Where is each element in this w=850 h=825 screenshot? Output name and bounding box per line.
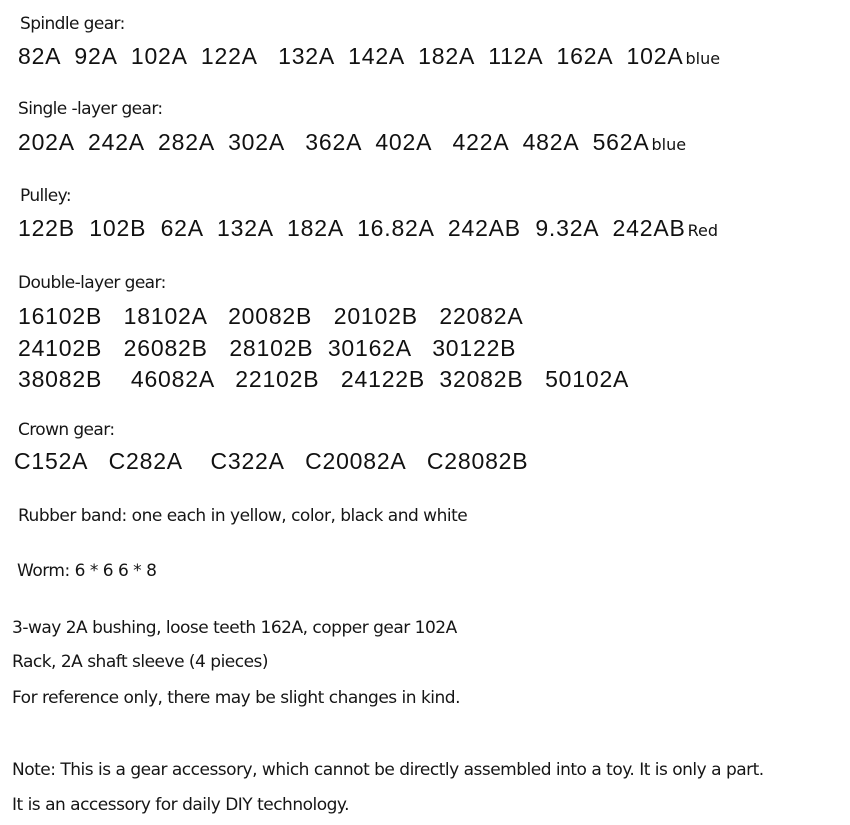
note-line-1: Note: This is a gear accessory, which cannot be directly assembled into a toy. It is only a part. <box>12 760 764 780</box>
single-layer-gear-heading: Single -layer gear: <box>18 99 163 119</box>
worm-text: Worm: 6 * 6 6 * 8 <box>17 561 157 581</box>
rubber-band-text: Rubber band: one each in yellow, color, black and white <box>18 506 468 526</box>
extras-line-2: Rack, 2A shaft sleeve (4 pieces) <box>12 652 269 672</box>
spindle-gear-values: 82A 92A 102A 122A 132A 142A 182A 112A 162A 102A <box>18 43 684 69</box>
note-line-2: It is an accessory for daily DIY technology. <box>12 795 349 815</box>
double-layer-gear-line-1: 16102B 18102A 20082B 20102B 22082A <box>18 303 524 329</box>
extras-line-1: 3-way 2A bushing, loose teeth 162A, copper gear 102A <box>12 618 457 638</box>
spindle-gear-list <box>18 43 720 70</box>
spindle-gear-heading: Spindle gear: <box>20 14 125 34</box>
double-layer-gear-line-3: 38082B 46082A 22102B 24122B 32082B 50102A <box>18 366 630 392</box>
double-layer-gear-heading: Double-layer gear: <box>18 273 166 293</box>
crown-gear-list: C152A C282A C322A C20082A C28082B <box>14 448 529 474</box>
single-layer-gear-values: 202A 242A 282A 302A 362A 402A 422A 482A 562A <box>18 129 650 155</box>
spindle-gear-color: blue <box>685 49 721 68</box>
crown-gear-heading: Crown gear: <box>18 420 115 440</box>
extras-line-3: For reference only, there may be slight changes in kind. <box>12 688 460 708</box>
pulley-values: 122B 102B 62A 132A 182A 16.82A 242AB 9.32A 242AB <box>18 215 686 241</box>
pulley-list <box>18 215 718 242</box>
double-layer-gear-line-2: 24102B 26082B 28102B 30162A 30122B <box>18 335 517 361</box>
single-layer-gear-list <box>18 129 686 156</box>
single-layer-gear-color: blue <box>651 135 687 154</box>
pulley-heading: Pulley: <box>20 186 71 206</box>
pulley-color: Red <box>687 221 719 240</box>
